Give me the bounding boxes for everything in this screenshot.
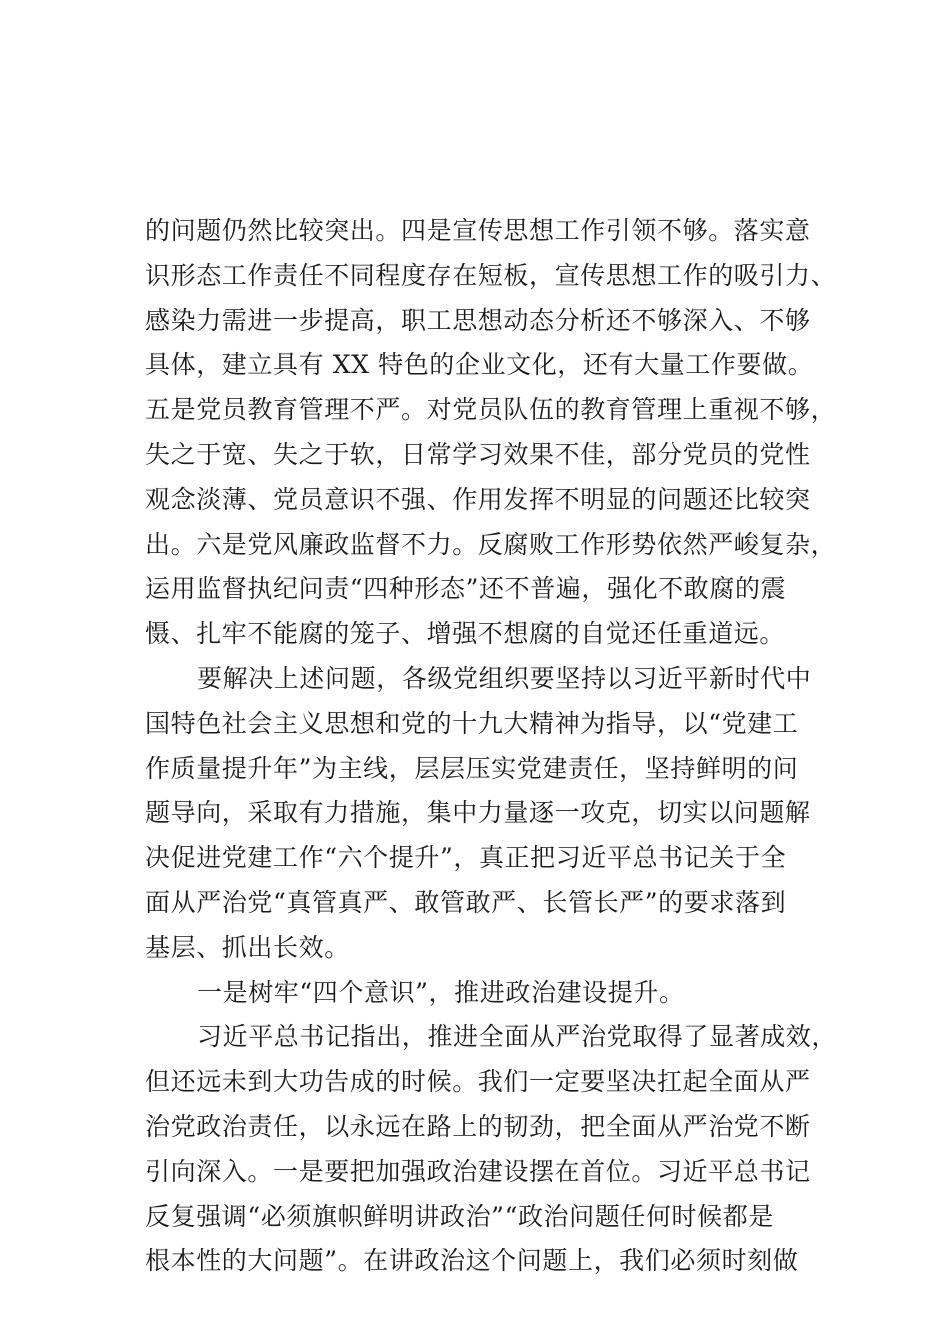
text-line: 一是树牢“四个意识”，推进政治建设提升。 (197, 977, 685, 1007)
text-line: 识形态工作责任不同程度存在短板，宣传思想工作的吸引力、 (145, 260, 837, 290)
text-line: 治党政治责任，以永远在路上的韧劲，把全面从严治党不断 (145, 1111, 811, 1141)
text-line: 运用监督执纪问责“四种形态”还不普遍，强化不敢腐的震 (145, 574, 787, 604)
text-line: 引向深入。一是要把加强政治建设摆在首位。习近平总书记 (145, 1156, 811, 1186)
text-line: 题导向，采取有力措施，集中力量逐一攻克，切实以问题解 (145, 798, 811, 828)
text-line: 出。六是党风廉政监督不力。反腐败工作形势依然严峻复杂， (145, 529, 837, 559)
text-line: 决促进党建工作“六个提升”，真正把习近平总书记关于全 (145, 843, 787, 873)
text-line: 国特色社会主义思想和党的十九大精神为指导，以“党建工 (145, 708, 799, 738)
text-line: 具体，建立具有 XX 特色的企业文化，还有大量工作要做。 (145, 350, 814, 380)
text-line: 感染力需进一步提高，职工思想动态分析还不够深入、不够 (145, 305, 811, 335)
text-line: 但还远未到大功告成的时候。我们一定要坚决扛起全面从严 (145, 1067, 811, 1097)
text-line: 要解决上述问题，各级党组织要坚持以习近平新时代中 (197, 663, 812, 693)
text-line: 五是党员教育管理不严。对党员队伍的教育管理上重视不够， (145, 395, 837, 425)
text-line: 作质量提升年”为主线，层层压实党建责任，坚持鲜明的问 (145, 753, 799, 783)
text-line: 反复强调“必须旗帜鲜明讲政治”“政治问题任何时候都是 (145, 1201, 774, 1231)
text-line: 基层、抓出长效。 (145, 932, 350, 962)
text-line: 的问题仍然比较突出。四是宣传思想工作引领不够。落实意 (145, 216, 811, 245)
text-line: 根本性的大问题”。在讲政治这个问题上，我们必须时刻做 (145, 1246, 799, 1276)
text-line: 习近平总书记指出，推进全面从严治党取得了显著成效， (197, 1022, 838, 1052)
text-line: 慑、扎牢不能腐的笼子、增强不想腐的自觉还任重道远。 (145, 619, 786, 649)
text-line: 观念淡薄、党员意识不强、作用发挥不明显的问题还比较突 (145, 484, 811, 514)
text-line: 面从严治党“真管真严、敢管敢严、长管长严”的要求落到 (145, 887, 787, 917)
text-line: 失之于宽、失之于软，日常学习效果不佳，部分党员的党性 (145, 439, 811, 469)
body-text (145, 209, 838, 1284)
